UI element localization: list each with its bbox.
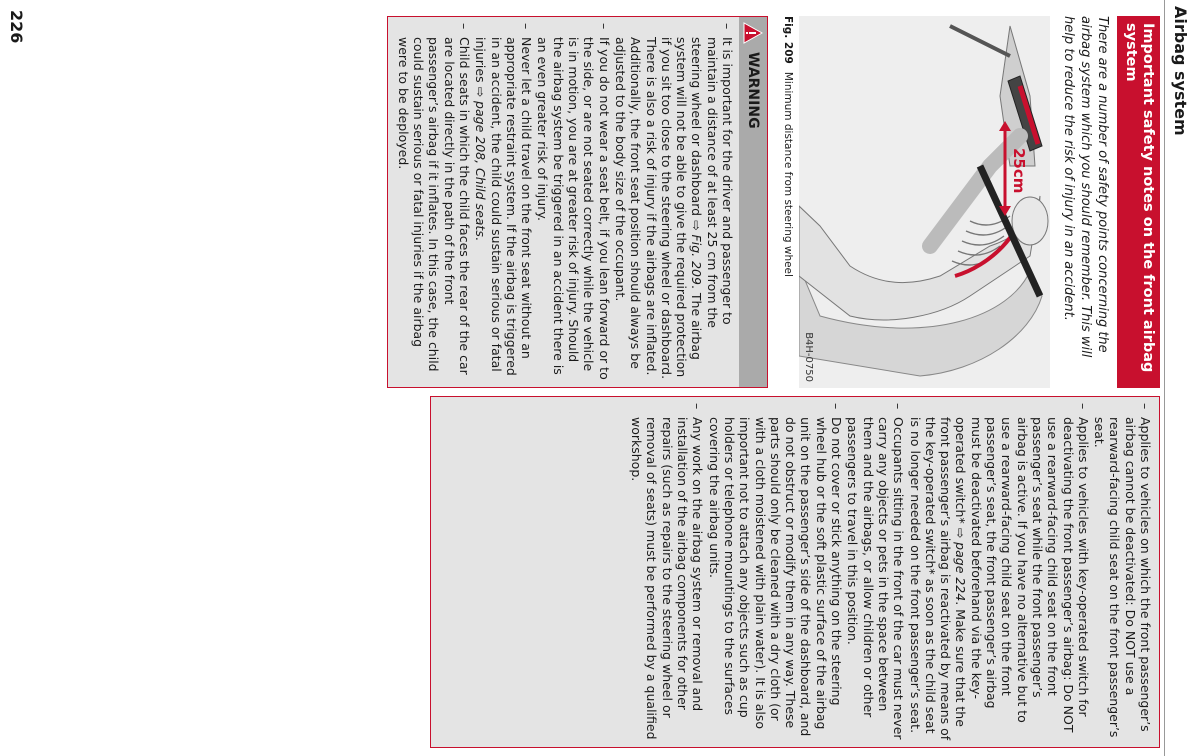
left-column <box>387 16 1160 388</box>
list-item: – Do not cover or stick anything on the steering wheel hub or the soft plastic surface of the airbag unit on the passenger’s side of the dashboard, and do not obstruct or modify them in any way. These parts should only be cleaned with a dry cloth (or with a cloth moistened with plain water). It is also important not to attach any objects such as cup holders or telephone mountings to the surfaces covering the airbag units. <box>706 403 844 741</box>
figure-code: B4H-0750 <box>803 332 814 382</box>
list-item: – It is important for the driver and passenger to maintain a distance of at least 25 cm from the steering wheel or dashboard ⇨ Fig. 209. The airbag system will not be able to give the required protection if you sit too close to the steering wheel or dashboard. There is also a risk of injury if the airbags are inflated. Additionally, the front seat position should always be adjusted to the body size of the occupant. <box>613 23 735 381</box>
list-item: – Any work on the airbag system or removal and installation of the airbag components for other repairs (such as repairs to the steering wheel or removal of seats) must be performed by a qualified workshop. <box>629 403 705 741</box>
list-item: – Occupants sitting in the front of the car must never carry any objects or pets in the space between them and the airbags, or allow children or other passengers to travel in this position. <box>845 403 906 741</box>
section-heading: Important safety notes on the front airbag system <box>1117 16 1160 388</box>
header-divider <box>1164 0 1165 756</box>
section-intro: There are a number of safety points concerning the airbag system which you should remember. This will help to reduce the risk of injury in an accident. <box>1061 16 1110 358</box>
arrow-right-icon: ⇨ <box>953 527 969 539</box>
list-item: – Applies to vehicles with key-operated switch for deactivating the front passenger’s airbag: Do NOT use a rearward-facing child seat on the front passenger’s seat while the front passenger’s airbag is active. If you have no alternative but to use a rearward-facing child seat on the front passenger’s seat, the front passenger’s airbag must be deactivated beforehand via the key-operated switch* ⇨ page 224. Make sure that the front passenger’s airbag is reactivated by means of the key-operated switch* as soon as the child seat is no longer needed on the front passenger’s seat. <box>907 403 1091 741</box>
warning-triangle-icon <box>743 22 763 44</box>
arrow-right-icon: ⇨ <box>473 86 489 98</box>
figure-link[interactable]: Fig. 209 <box>689 230 705 285</box>
right-column <box>430 396 1160 748</box>
warning-header <box>739 17 767 387</box>
caption-text: Minimum distance from steering wheel <box>782 71 794 277</box>
page-number: 226 <box>7 10 26 44</box>
list-item: – Child seats in which the child faces the rear of the car are located directly in the path of the front passenger’s airbag if it inflates. In this case, the child could sustain serious or fatal injuries if the airbag were to be deployed. <box>395 23 471 381</box>
page-link-224[interactable]: page 224 <box>953 538 969 602</box>
page-header-title: Airbag system <box>1171 6 1190 136</box>
arrow-right-icon: ⇨ <box>689 220 705 231</box>
distance-label: 25cm <box>1010 148 1028 194</box>
figure-illustration <box>799 16 1050 388</box>
warning-box <box>387 16 768 388</box>
steering-wheel-figure <box>799 16 1050 388</box>
list-item: – Never let a child travel on the front seat without an appropriate restraint system. If the airbag is triggered in an accident, the child could sustain serious or fatal injuries ⇨ page 208, Child seats. <box>473 23 534 381</box>
warning-body <box>388 17 739 387</box>
warning-title: WARNING <box>745 52 761 129</box>
warning-list-continued <box>629 403 1153 741</box>
warning-list <box>395 23 735 381</box>
warning-box-continued <box>430 396 1160 748</box>
figure-caption <box>782 16 794 388</box>
page-link-child-seats[interactable]: page 208, Child seats <box>473 97 489 237</box>
list-item: – Applies to vehicles on which the front passenger’s airbag cannot be deactivated: Do NOT use a rearward-facing child seat on the front passenger’s seat. <box>1092 403 1153 741</box>
list-item: – If you do not wear a seat belt, if you lean forward or to the side, or are not seated correctly while the vehicle is in motion, you are at greater risk of injury. Should the airbag system be triggered in an accident there is an even greater risk of injury. <box>535 23 611 381</box>
caption-number: Fig. 209 <box>782 16 794 64</box>
